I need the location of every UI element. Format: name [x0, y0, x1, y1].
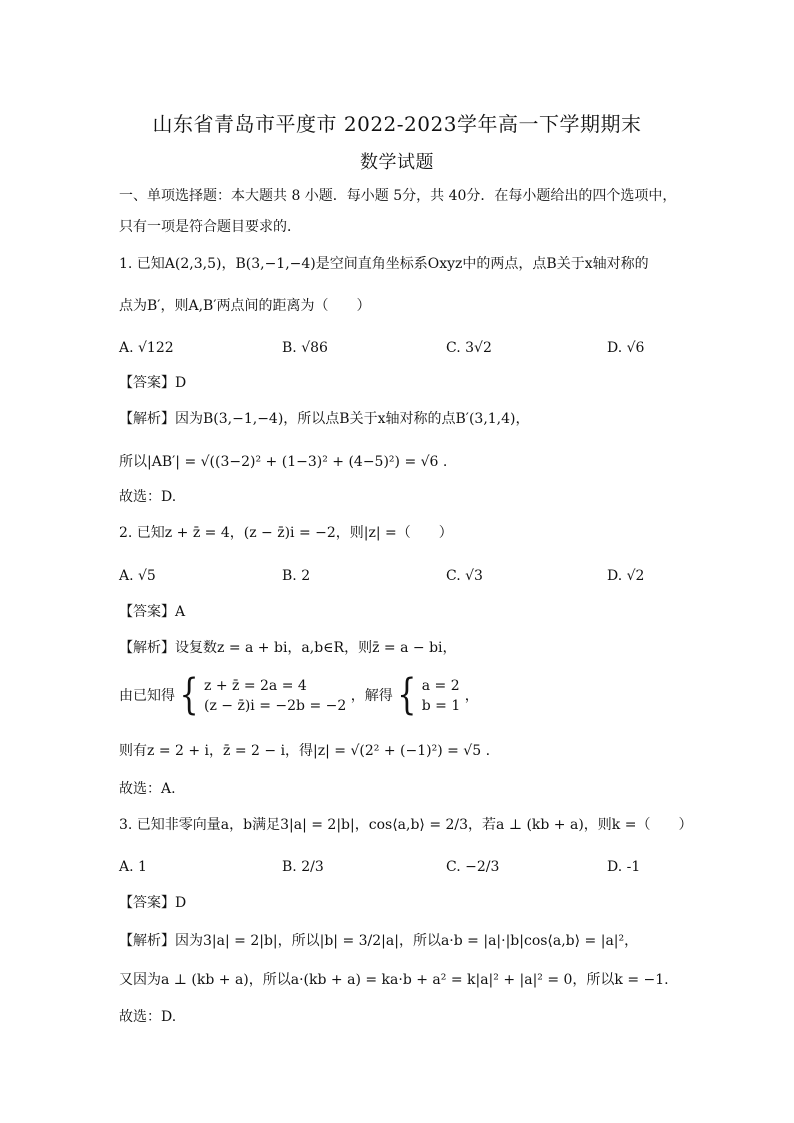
q2-choose: 故选：A. — [119, 781, 176, 797]
section-heading-line1: 一、单项选择题：本大题共 8 小题．每小题 5分，共 40分．在每小题给出的四个选项中， — [119, 188, 677, 204]
q3-option-a: A. 1 — [119, 859, 147, 875]
q2-equation-1: z + z̄ = 2a = 4 — [204, 678, 307, 694]
q1-option-d: D. √6 — [607, 340, 645, 356]
q2-analysis2-prefix: 由已知得 — [119, 688, 175, 704]
q2-equation-system — [204, 676, 346, 716]
q2-analysis-line1: 【解析】设复数z = a + bi，a,b∈R，则z̄ = a − bi， — [119, 640, 457, 656]
q3-analysis-line2: 又因为a ⊥ (kb + a)，所以a·(kb + a) = ka·b + a² = k|a|² + |a|² = 0，所以k = −1. — [119, 972, 669, 988]
q2-option-c: C. √3 — [446, 568, 483, 584]
left-brace-icon: { — [179, 670, 199, 720]
q2-answer: 【答案】A — [119, 604, 186, 620]
q3-option-c: C. −2/3 — [446, 859, 500, 875]
q3-stem: 3. 已知非零向量a，b满足3|a| = 2|b|，cos⟨a,b⟩ = 2/3，若a ⊥ (kb + a)，则k =（ ） — [119, 817, 693, 833]
section-heading-line2: 只有一项是符合题目要求的． — [119, 219, 301, 235]
q2-stem: 2. 已知z + z̄ = 4，(z − z̄)i = −2，则|z| =（ ） — [119, 525, 453, 541]
q1-analysis-line2: 所以|AB′| = √((3−2)² + (1−3)² + (4−5)²) = √6 . — [119, 454, 448, 470]
q1-choose: 故选：D. — [119, 489, 177, 505]
q2-analysis2-mid: ，解得 — [350, 688, 393, 704]
q2-option-b: B. 2 — [282, 568, 311, 584]
q2-option-a: A. √5 — [119, 568, 156, 584]
page-title: 山东省青岛市平度市 2022-2023学年高一下学期期末 — [152, 112, 642, 136]
q2-option-d: D. √2 — [607, 568, 645, 584]
q3-answer: 【答案】D — [119, 895, 187, 911]
q1-answer: 【答案】D — [119, 375, 187, 391]
q2-solution-2: b = 1 — [421, 698, 461, 714]
q2-analysis-line2 — [119, 670, 479, 720]
page-subtitle: 数学试题 — [360, 152, 434, 173]
q1-option-c: C. 3√2 — [446, 340, 492, 356]
q3-choose: 故选：D. — [119, 1009, 177, 1025]
q2-analysis-line3: 则有z = 2 + i，z̄ = 2 − i，得|z| = √(2² + (−1)²) = √5 . — [119, 743, 491, 759]
q2-solution-system — [422, 676, 461, 716]
q1-stem-line1: 1. 已知A(2,3,5)，B(3,−1,−4)是空间直角坐标系Oxyz中的两点，点B关于x轴对称的 — [119, 256, 649, 272]
q1-stem-line2: 点为B′，则A,B′两点间的距离为（ ） — [119, 298, 371, 314]
q3-option-d: D. -1 — [607, 859, 641, 875]
q1-analysis-line1: 【解析】因为B(3,−1,−4)，所以点B关于x轴对称的点B′(3,1,4)， — [119, 411, 530, 427]
q2-analysis2-end: ， — [464, 688, 479, 704]
left-brace-icon: { — [397, 670, 417, 720]
q1-option-a: A. √122 — [119, 340, 174, 356]
q1-option-b: B. √86 — [282, 340, 328, 356]
q3-analysis-line1: 【解析】因为3|a| = 2|b|，所以|b| = 3/2|a|，所以a·b = |a|·|b|cos⟨a,b⟩ = |a|²， — [119, 933, 639, 949]
q3-option-b: B. 2/3 — [282, 859, 324, 875]
q2-equation-2: (z − z̄)i = −2b = −2 — [204, 698, 347, 714]
q2-solution-1: a = 2 — [421, 678, 460, 694]
